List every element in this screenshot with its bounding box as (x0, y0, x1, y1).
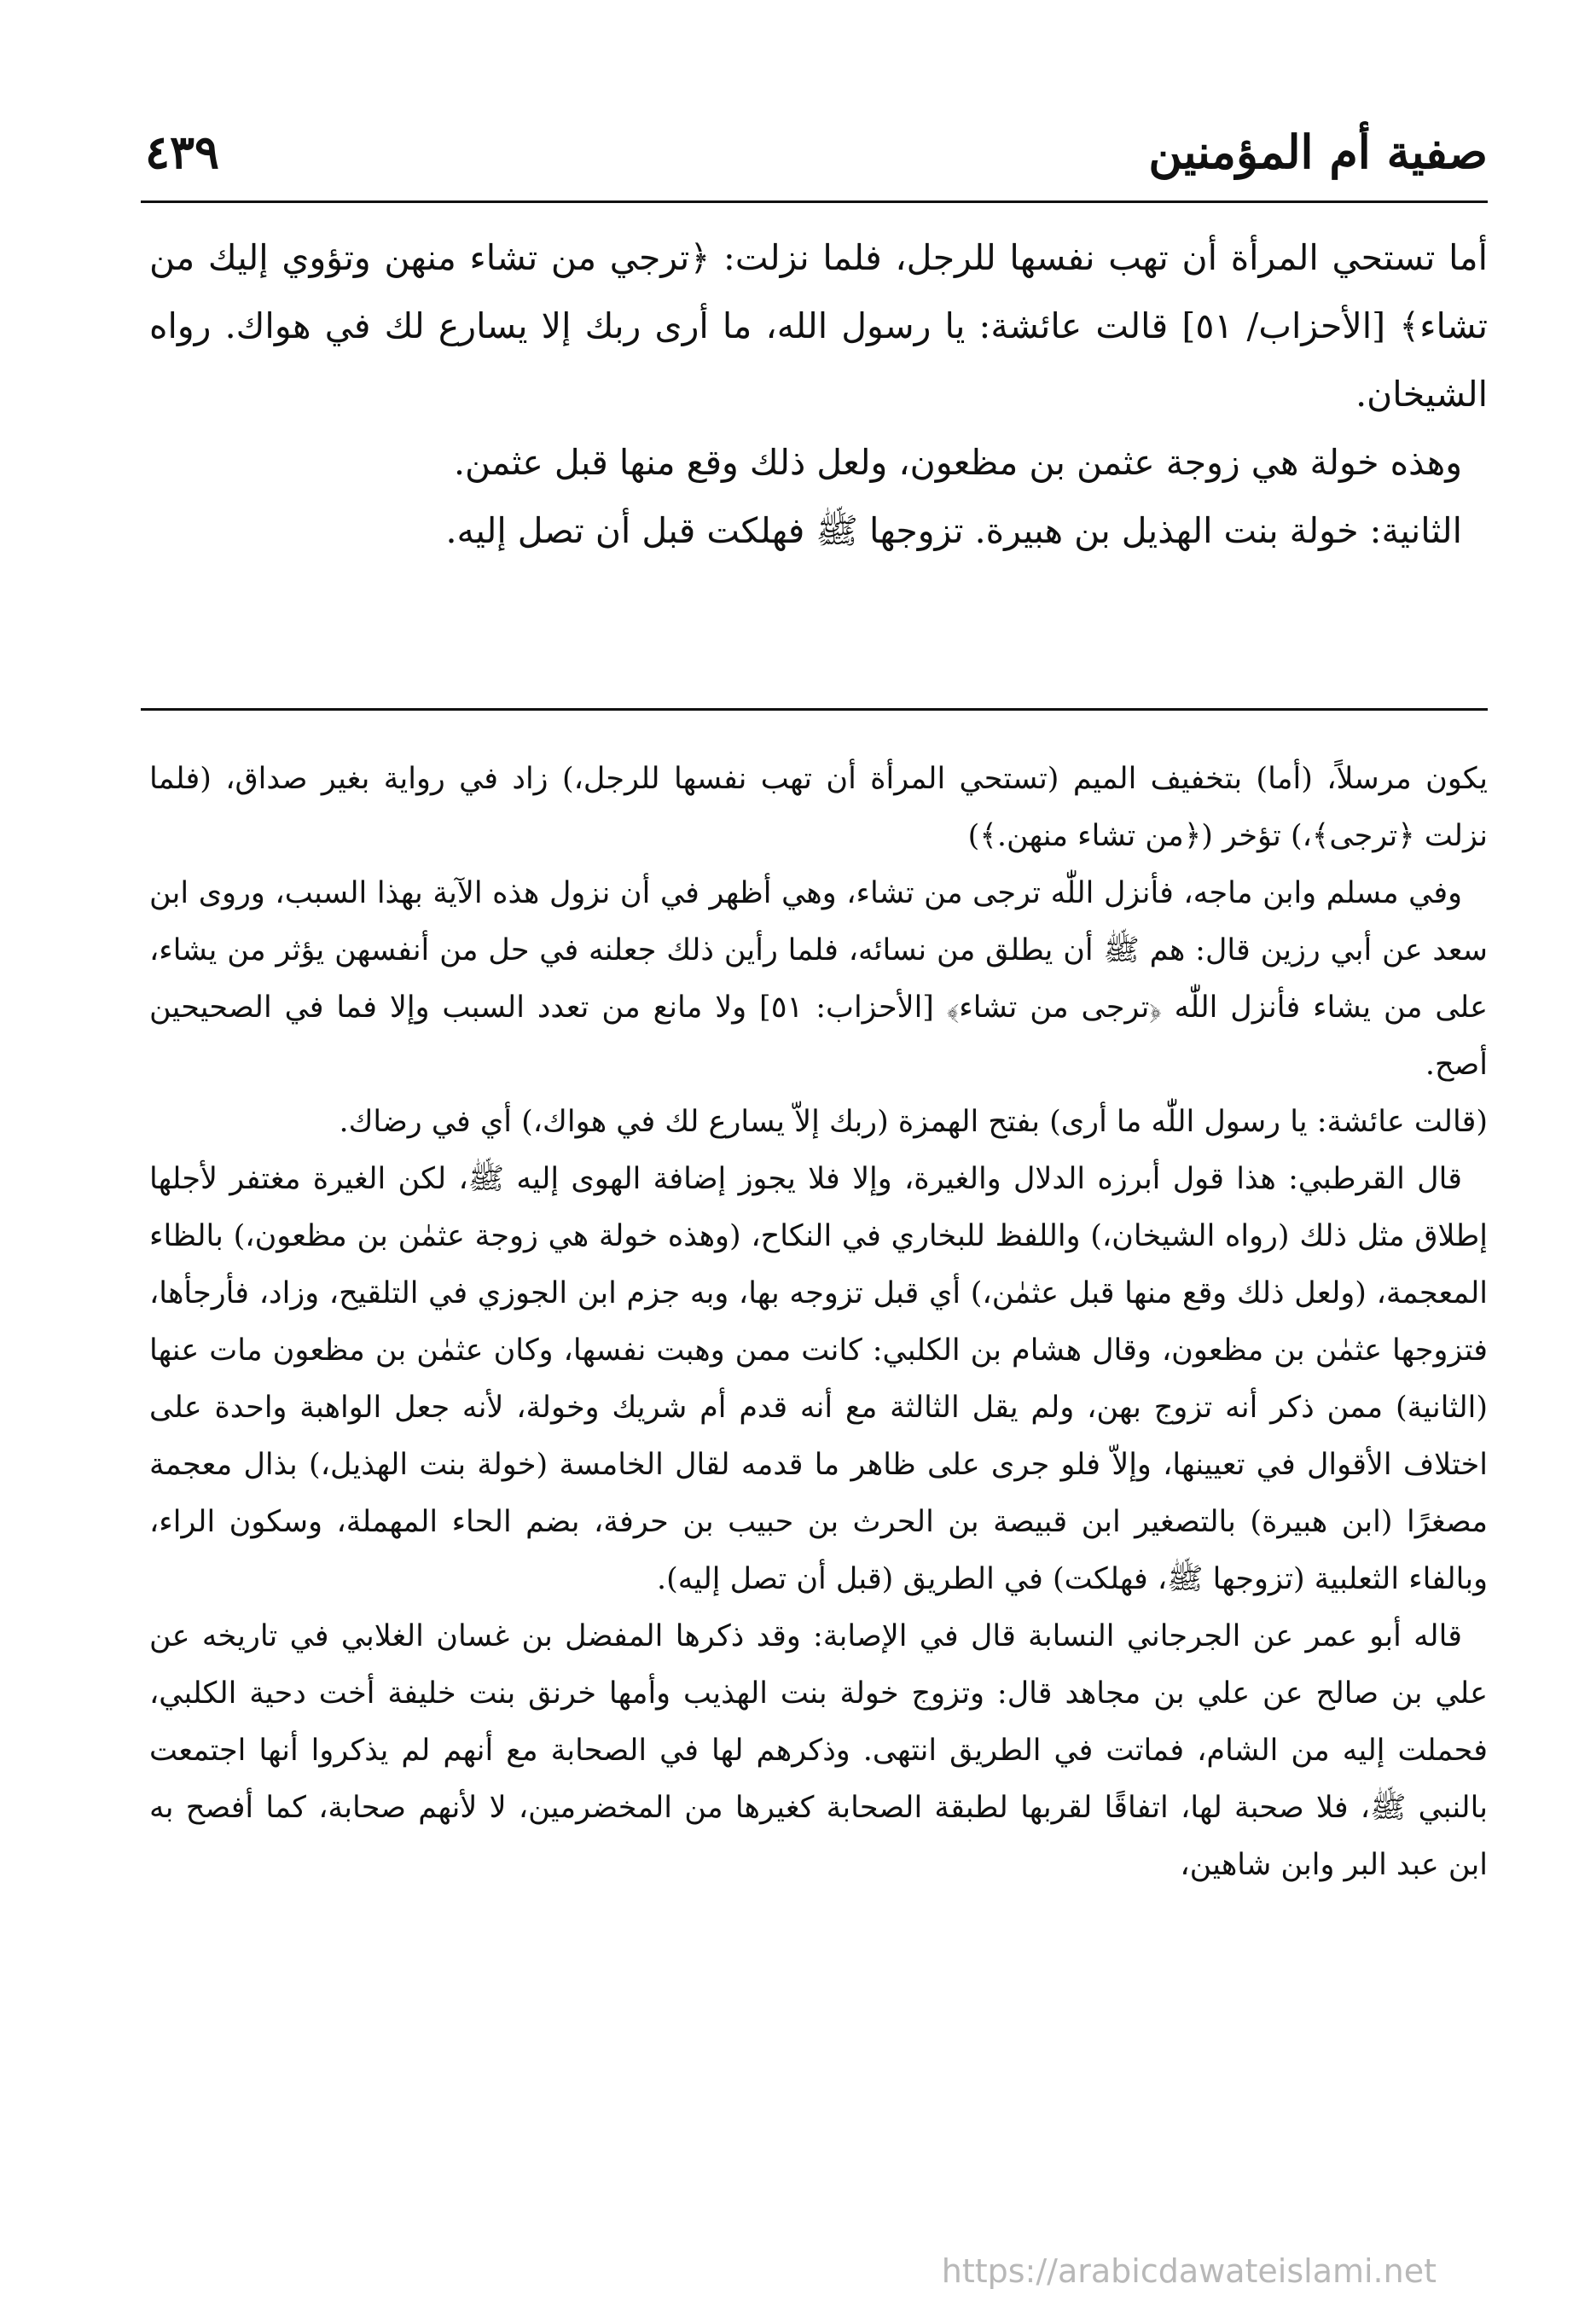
footnote-separator-rule (141, 708, 1488, 711)
commentary-paragraph-2: وفي مسلم وابن ماجه، فأنزل اللّٰه ترجى من تشاء، وهي أظهر في أن نزول هذه الآية بهذا السبب، وروى ابن سعد عن أبي رزين قال: هم ﷺ أن يطلق من نسائه، فلما رأين ذلك جعلنه في حل من أنفسهن يؤثر من يشاء، على من يشاء فأنزل اللّٰه ﴿ترجى من تشاء﴾ [الأحزاب: ٥١] ولا مانع من تعدد السبب وإلا فما في الصحيحين أصح. (149, 876, 1488, 1082)
main-paragraph-3: الثانية: خولة بنت الهذيل بن هبيرة. تزوجها ﷺ فهلكت قبل أن تصل إليه. (445, 510, 1462, 551)
commentary-text (149, 751, 1488, 1894)
commentary-paragraph-4: قال القرطبي: هذا قول أبرزه الدلال والغيرة، وإلا فلا يجوز إضافة الهوى إليه ﷺ، لكن الغيرة مغتفر لأجلها إطلاق مثل ذلك (رواه الشيخان،) واللفظ للبخاري في النكاح، (وهذه خولة هي زوجة عثمٰن بن مظعون،) بالظاء المعجمة، (ولعل ذلك وقع منها قبل عثمٰن،) أي قبل تزوجه بها، وبه جزم ابن الجوزي في التلقيح، وزاد، فأرجأها، فتزوجها عثمٰن بن مظعون، وقال هشام بن الكلبي: كانت ممن وهبت نفسها، وكان عثمٰن بن مظعون مات عنها (الثانية) ممن ذكر أنه تزوج بهن، ولم يقل الثالثة مع أنه قدم أم شريك وخولة، لأنه جعل الواهبة واحدة على اختلاف الأقوال في تعيينها، وإلاّ فلو جرى على ظاهر ما قدمه لقال الخامسة (خولة بنت الهذيل،) بذال معجمة مصغرًا (ابن هبيرة) بالتصغير ابن قبيصة بن الحرث بن حبيب بن حرفة، بضم الحاء المهملة، وسكون الراء، وبالفاء الثعلبية (تزوجها ﷺ، فهلكت) في الطريق (قبل أن تصل إليه). (149, 1162, 1488, 1596)
main-paragraph-1: أما تستحي المرأة أن تهب نفسها للرجل، فلما نزلت: ﴿ترجي من تشاء منهن وتؤوي إليك من تشاء﴾ [الأحزاب/ ٥١] قالت عائشة: يا رسول الله، ما أرى ربك إلا يسارع لك في هواك. رواه الشيخان. (149, 237, 1488, 415)
header-rule (141, 200, 1488, 203)
main-paragraph-2: وهذه خولة هي زوجة عثمن بن مظعون، ولعل ذلك وقع منها قبل عثمن. (454, 442, 1462, 483)
watermark-url: https://arabicdawateislami.net (941, 2252, 1437, 2290)
page-header (145, 111, 1488, 192)
commentary-paragraph-5: قاله أبو عمر عن الجرجاني النسابة قال في الإصابة: وقد ذكرها المفضل بن غسان الغلابي في تاريخه عن علي بن صالح عن علي بن مجاهد قال: وتزوج خولة بنت الهذيب وأمها خرنق بنت خليفة أخت دحية الكلبي، فحملت إليه من الشام، فماتت في الطريق انتهى. وذكرهم لها في الصحابة مع أنهم لم يذكروا أنها اجتمعت بالنبي ﷺ، فلا صحبة لها، اتفاقًا لقربها لطبقة الصحابة كغيرها من المخضرمين، لا لأنهم صحابة، كما أفصح به ابن عبد البر وابن شاهين، (149, 1619, 1488, 1882)
running-title: صفية أم المؤمنين (1148, 124, 1488, 179)
page-number: ٤٣٩ (145, 124, 220, 179)
commentary-paragraph-3: (قالت عائشة: يا رسول اللّٰه ما أرى) بفتح الهمزة (ربك إلاّ يسارع لك في هواك،) أي في رضاك. (339, 1105, 1488, 1139)
commentary-paragraph-1: يكون مرسلاً، (أما) بتخفيف الميم (تستحي المرأة أن تهب نفسها للرجل،) زاد في رواية بغير صداق، (فلما نزلت ﴿ترجى﴾،) تؤخر (﴿من تشاء منهن.﴾) (149, 762, 1488, 853)
main-text (149, 224, 1488, 565)
